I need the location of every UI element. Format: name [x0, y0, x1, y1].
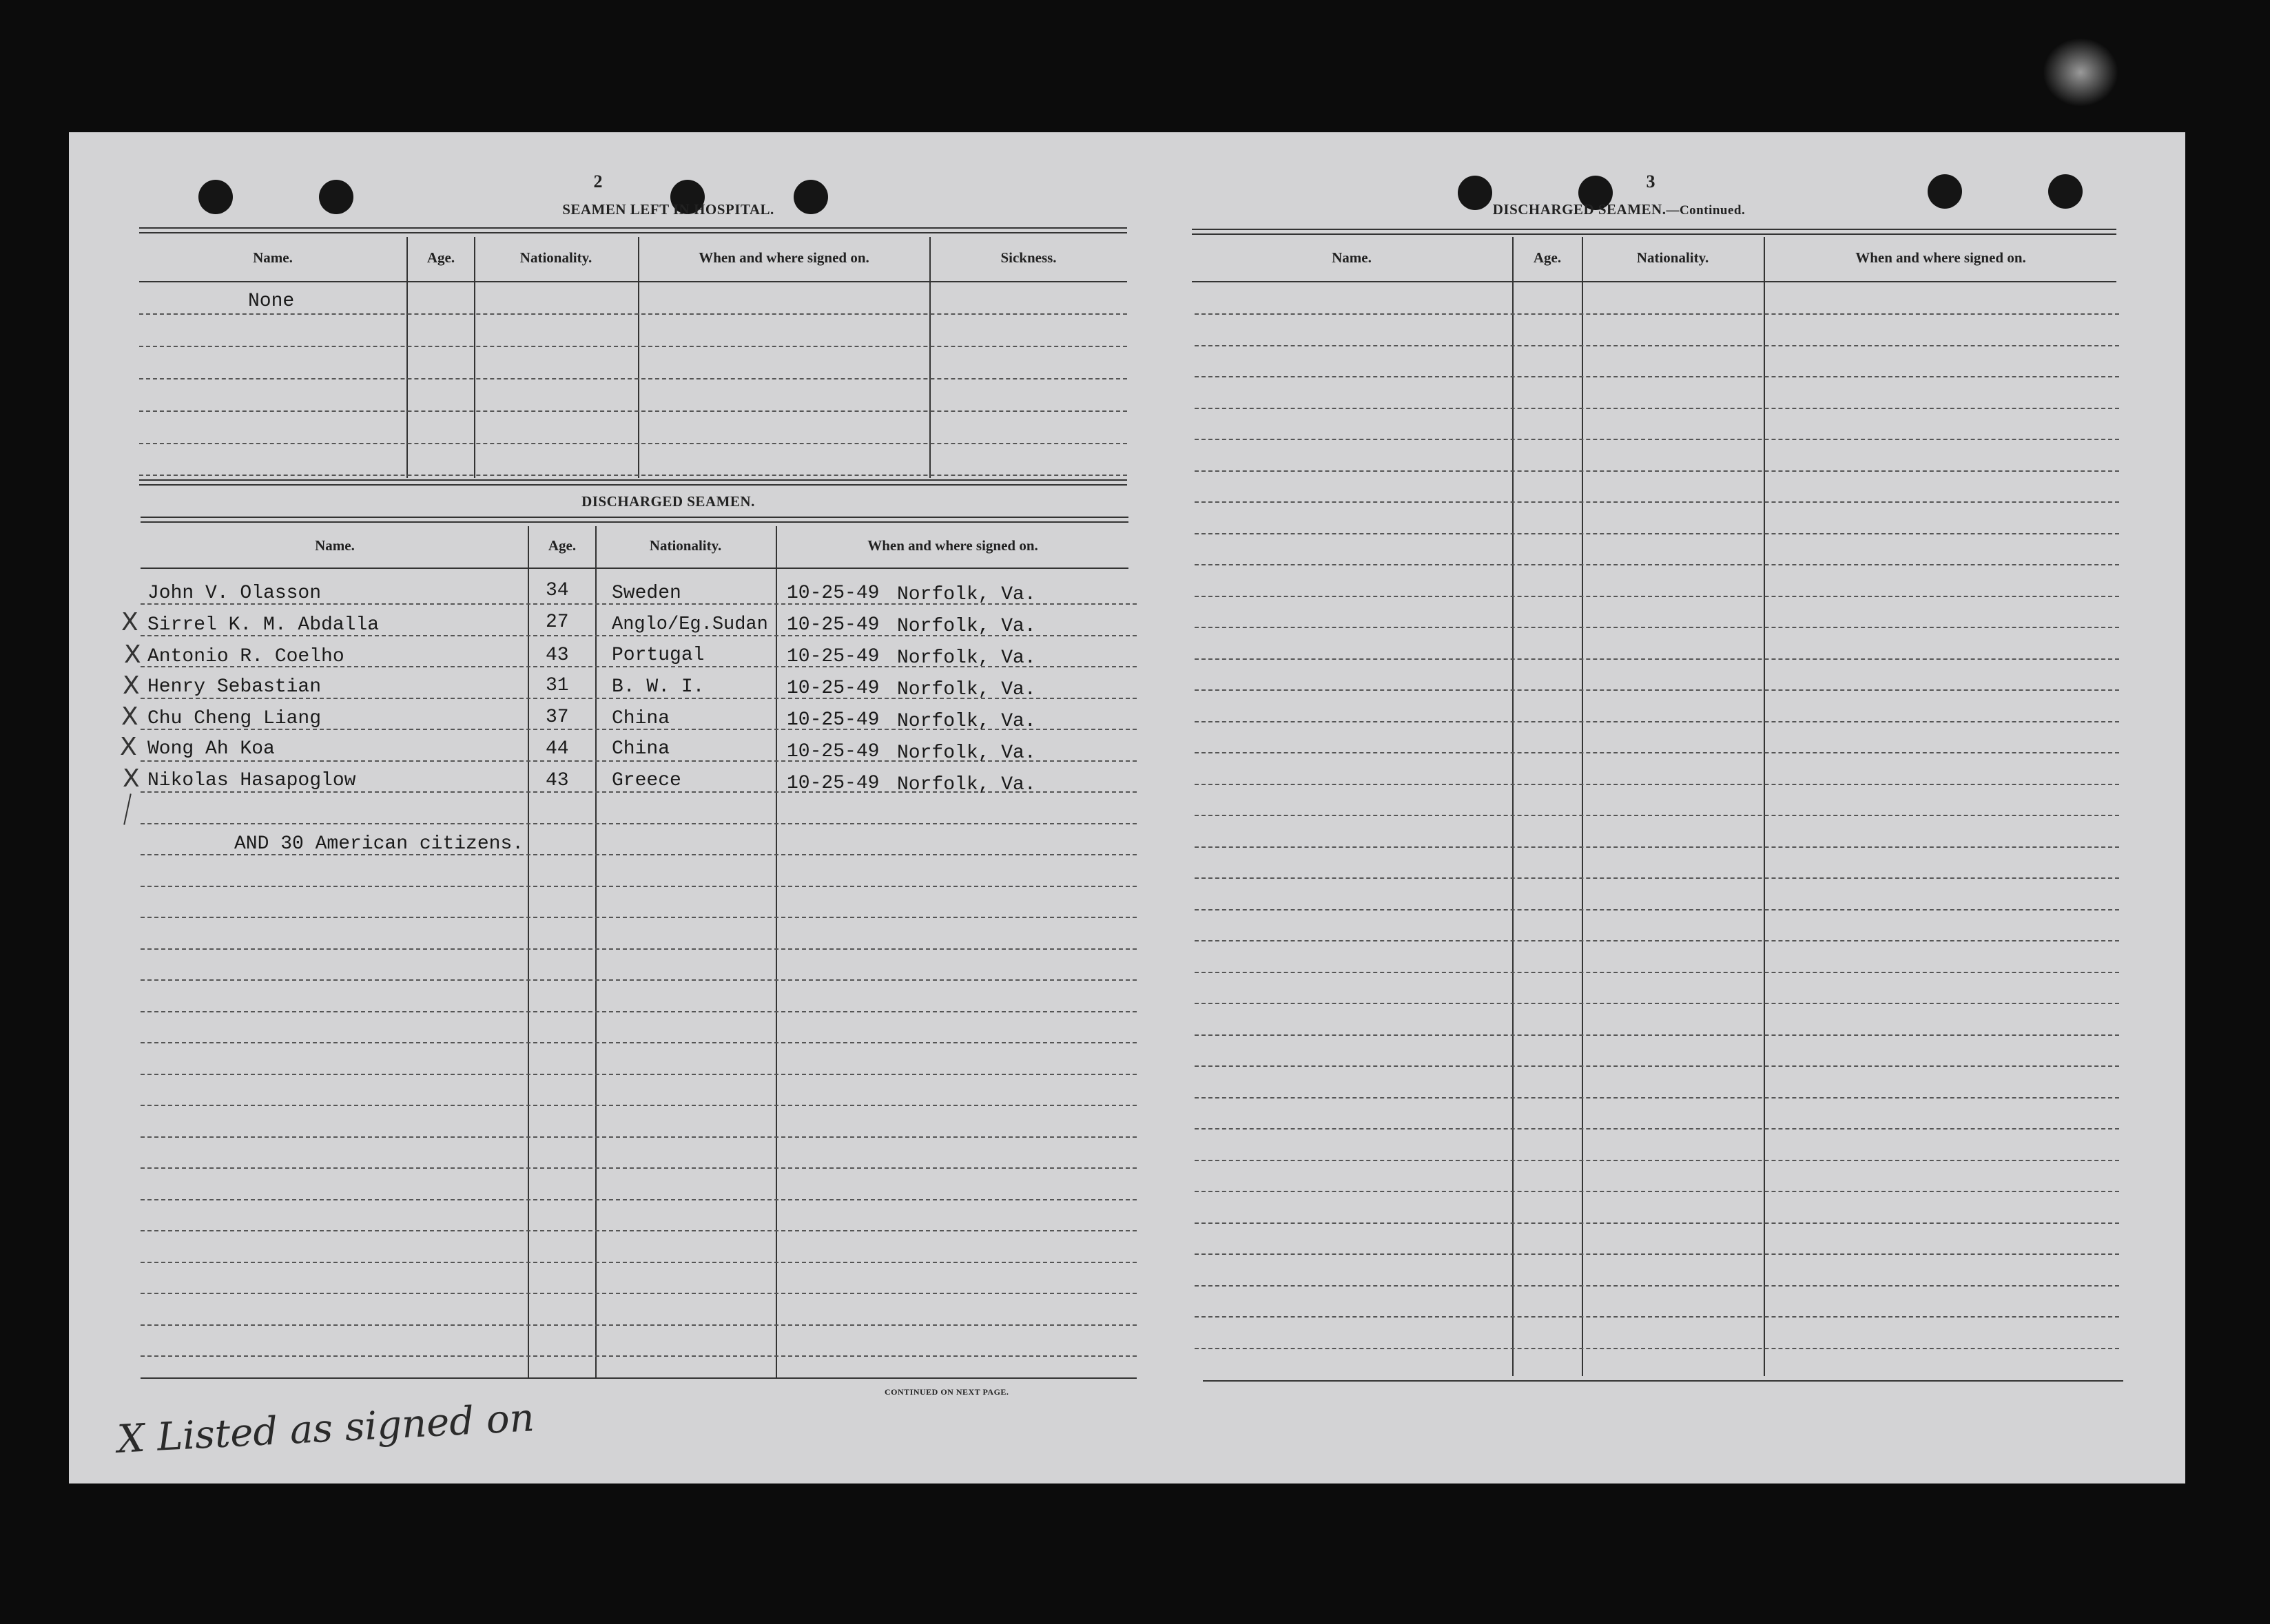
ruled-line: [1195, 1097, 2119, 1099]
ruled-line: [1195, 1316, 2119, 1318]
ruled-line: [1195, 721, 2119, 722]
right-header-age: Age.: [1533, 249, 1562, 266]
seaman-name: Wong Ah Koa: [147, 738, 275, 760]
signed-on-date: 10-25-49: [787, 773, 880, 794]
ruled-line: [1195, 877, 2119, 879]
ruled-line: [1195, 627, 2119, 628]
seaman-age: 44: [546, 738, 569, 760]
page-number: 2: [593, 171, 603, 191]
ruled-line: [1195, 1285, 2119, 1287]
ruled-line: [1195, 345, 2119, 346]
seaman-name: John V. Olasson: [147, 583, 322, 604]
ruled-line: [141, 1042, 1137, 1043]
discharged-header-name: Name.: [315, 537, 355, 554]
ruled-line: [1195, 1191, 2119, 1192]
signed-on-date: 10-25-49: [787, 583, 880, 604]
hospital-header-nationality: Nationality.: [519, 249, 592, 266]
signed-on-date: 10-25-49: [787, 614, 880, 636]
citizens-summary: AND 30 American citizens.: [234, 833, 524, 855]
seaman-age: 43: [546, 645, 569, 666]
ruled-line: [1195, 752, 2119, 753]
ruled-line: [141, 1167, 1137, 1169]
seaman-nationality: Sweden: [612, 583, 681, 604]
ruled-line: [1195, 501, 2119, 503]
signed-on-date: 10-25-49: [787, 709, 880, 731]
seaman-nationality: China: [612, 708, 670, 729]
x-mark: X: [121, 702, 138, 731]
ruled-line: [1195, 940, 2119, 941]
ruled-line: [1195, 658, 2119, 660]
right-header-nationality: Nationality.: [1636, 249, 1709, 266]
signed-on-place: Norfolk, Va.: [897, 584, 1036, 605]
seaman-age: 27: [546, 612, 569, 633]
ruled-line: [1195, 533, 2119, 534]
ruled-line: [1195, 815, 2119, 816]
ruled-line: [141, 917, 1137, 918]
hospital-title: SEAMEN LEFT IN HOSPITAL.: [562, 201, 774, 218]
seaman-name: Antonio R. Coelho: [147, 646, 344, 667]
ruled-line: [141, 1011, 1137, 1012]
discharged-header-age: Age.: [548, 537, 577, 554]
punch-hole: [198, 180, 233, 214]
seaman-name: Sirrel K. M. Abdalla: [147, 614, 380, 636]
punch-hole: [319, 180, 353, 214]
hospital-header-age: Age.: [426, 249, 455, 266]
signed-on-place: Norfolk, Va.: [897, 774, 1036, 795]
ruled-line: [1195, 1065, 2119, 1067]
ruled-line: [141, 1105, 1137, 1106]
discharged-continued-title: [1447, 201, 1791, 218]
seaman-name: Nikolas Hasapoglow: [147, 770, 356, 791]
ruled-line: [141, 1136, 1137, 1138]
discharged-title-text: DISCHARGED SEAMEN.: [1492, 201, 1667, 218]
ruled-line: [1195, 408, 2119, 409]
ruled-line: [1195, 439, 2119, 440]
hospital-entry: None: [248, 291, 295, 312]
seaman-nationality: China: [612, 738, 670, 760]
ruled-line: [141, 948, 1137, 950]
signed-on-place: Norfolk, Va.: [897, 711, 1036, 732]
ruled-line: [1195, 470, 2119, 472]
handwritten-note: X Listed as signed on: [116, 1395, 536, 1462]
seaman-name: Henry Sebastian: [147, 676, 322, 698]
punch-hole: [2048, 174, 2083, 209]
x-mark: X: [120, 733, 137, 761]
ruled-line: [1195, 1160, 2119, 1161]
seaman-nationality: Anglo/Eg.Sudan: [612, 614, 768, 635]
ruled-line: [141, 1074, 1137, 1075]
discharged-header-signed-on: When and where signed on.: [867, 537, 1038, 554]
ruled-line: [1195, 784, 2119, 785]
ruled-line: [1195, 1253, 2119, 1255]
right-header-name: Name.: [1332, 249, 1372, 266]
seaman-nationality: Portugal: [612, 645, 705, 666]
ruled-line: [1195, 564, 2119, 565]
ruled-line: [141, 1355, 1137, 1357]
seaman-age: 43: [546, 770, 569, 791]
ruled-line: [1195, 1222, 2119, 1224]
seaman-nationality: Greece: [612, 770, 681, 791]
seaman-name: Chu Cheng Liang: [147, 708, 322, 729]
signed-on-place: Norfolk, Va.: [897, 742, 1036, 764]
ruled-line: [1195, 1003, 2119, 1004]
ruled-line: [141, 1293, 1137, 1294]
ruled-line: [141, 1230, 1137, 1231]
punch-hole: [1928, 174, 1962, 209]
hospital-header-signed-on: When and where signed on.: [699, 249, 869, 266]
discharged-title: DISCHARGED SEAMEN.: [581, 493, 755, 510]
continued-suffix: —Continued.: [1666, 203, 1746, 218]
signed-on-date: 10-25-49: [787, 741, 880, 762]
seaman-age: 31: [546, 675, 569, 696]
hospital-header-sickness: Sickness.: [1000, 249, 1057, 266]
ruled-line: [1195, 689, 2119, 691]
hospital-header-name: Name.: [253, 249, 293, 266]
seaman-age: 37: [546, 707, 569, 728]
ruled-line: [1195, 1128, 2119, 1129]
signed-on-date: 10-25-49: [787, 646, 880, 667]
x-mark: X: [121, 608, 138, 636]
seaman-nationality: B. W. I.: [612, 676, 705, 698]
seaman-age: 34: [546, 580, 569, 601]
ruled-line: [1195, 972, 2119, 973]
ruled-line: [141, 1262, 1137, 1263]
ruled-line: [1195, 1348, 2119, 1349]
x-mark: X: [124, 641, 141, 669]
signed-on-date: 10-25-49: [787, 678, 880, 699]
discharged-header-nationality: Nationality.: [649, 537, 722, 554]
signed-on-place: Norfolk, Va.: [897, 679, 1036, 700]
scan-glare: [2043, 38, 2118, 107]
x-mark-tail: [123, 793, 132, 824]
continued-note: CONTINUED ON NEXT PAGE.: [885, 1387, 1009, 1397]
ruled-line: [1195, 1034, 2119, 1036]
ruled-line: [141, 1199, 1137, 1200]
ruled-line: [1195, 846, 2119, 848]
ruled-line: [141, 823, 1137, 824]
ruled-line: [1195, 596, 2119, 597]
signed-on-place: Norfolk, Va.: [897, 647, 1036, 669]
x-mark: X: [123, 672, 140, 700]
ruled-line: [1195, 313, 2119, 315]
ruled-line: [1195, 376, 2119, 377]
signed-on-place: Norfolk, Va.: [897, 616, 1036, 637]
ruled-line: [1195, 909, 2119, 910]
right-header-signed-on: When and where signed on.: [1855, 249, 2026, 266]
x-mark: X: [123, 764, 140, 793]
ruled-line: [141, 1324, 1137, 1326]
ruled-line: [141, 979, 1137, 981]
page-number: 3: [1646, 171, 1655, 191]
manifest-sheet: [69, 132, 2185, 1484]
ruled-line: [141, 886, 1137, 887]
